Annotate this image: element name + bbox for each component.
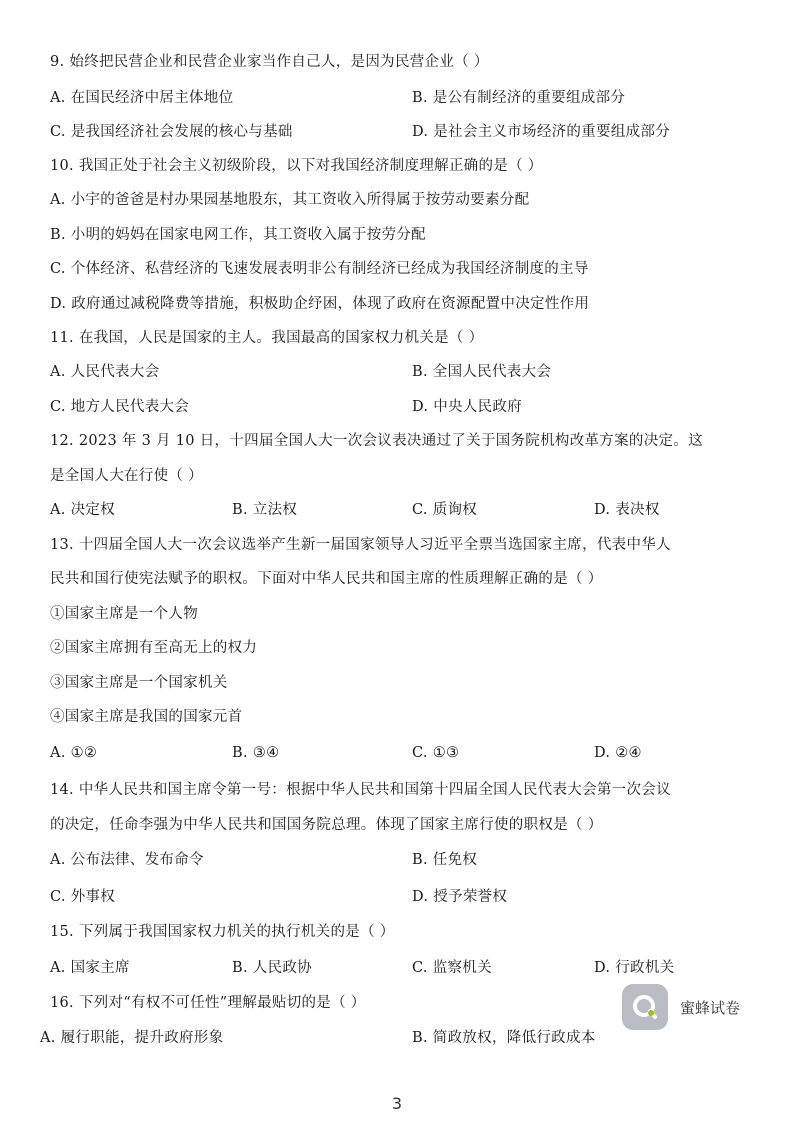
question-13-stem-line-1: 13. 十四届全国人大一次会议选举产生新一届国家领导人习近平全票当选国家主席，代表中华人: [50, 537, 671, 553]
question-10-stem: 10. 我国正处于社会主义初级阶段，以下对我国经济制度理解正确的是（ ）: [50, 158, 543, 174]
question-13-option-d: D. ②④: [594, 745, 642, 761]
question-9-option-a: A. 在国民经济中居主体地位: [50, 90, 234, 106]
question-13-statement-4: ④国家主席是我国的国家元首: [50, 709, 243, 725]
question-14-option-b: B. 任免权: [412, 852, 478, 868]
question-15-stem: 15. 下列属于我国国家权力机关的执行机关的是（ ）: [50, 924, 395, 940]
question-12-option-a: A. 决定权: [50, 502, 115, 518]
question-16-stem: 16. 下列对“有权不可任性”理解最贴切的是（ ）: [50, 995, 366, 1011]
question-12-option-d: D. 表决权: [594, 502, 660, 518]
question-11-option-b: B. 全国人民代表大会: [412, 364, 552, 380]
question-15-option-d: D. 行政机关: [594, 960, 675, 976]
question-11-stem: 11. 在我国，人民是国家的主人。我国最高的国家权力机关是（ ）: [50, 330, 484, 346]
question-16-option-b: B. 简政放权，降低行政成本: [412, 1030, 596, 1046]
question-15-option-c: C. 监察机关: [412, 960, 492, 976]
question-14-option-c: C. 外事权: [50, 889, 116, 905]
question-10-option-b: B. 小明的妈妈在国家电网工作，其工资收入属于按劳分配: [50, 227, 426, 243]
question-11-option-c: C. 地方人民代表大会: [50, 399, 190, 415]
question-11-option-d: D. 中央人民政府: [412, 399, 523, 415]
question-13-option-b: B. ③④: [232, 745, 280, 761]
question-15-option-a: A. 国家主席: [50, 960, 130, 976]
question-10-option-d: D. 政府通过减税降费等措施，积极助企纾困，体现了政府在资源配置中决定性作用: [50, 296, 590, 312]
question-15-option-b: B. 人民政协: [232, 960, 312, 976]
question-10-option-a: A. 小宇的爸爸是村办果园基地股东，其工资收入所得属于按劳动要素分配: [50, 192, 530, 208]
question-9-option-d: D. 是社会主义市场经济的重要组成部分: [412, 124, 671, 140]
question-9-option-c: C. 是我国经济社会发展的核心与基础: [50, 124, 293, 140]
question-9-stem: 9. 始终把民营企业和民营企业家当作自己人，是因为民营企业（ ）: [50, 54, 489, 70]
page-number: 3: [391, 1094, 403, 1113]
question-12-stem-line-1: 12. 2023 年 3 月 10 日，十四届全国人大一次会议表决通过了关于国务院机构改革方案的决定。这: [50, 433, 703, 449]
watermark: [622, 984, 740, 1030]
question-12-stem-line-2: 是全国人大在行使（ ）: [50, 468, 203, 484]
question-14-stem-line-1: 14. 中华人民共和国主席令第一号：根据中华人民共和国第十四届全国人民代表大会第一次会议: [50, 782, 671, 798]
question-13-statement-2: ②国家主席拥有至高无上的权力: [50, 640, 258, 656]
question-13-option-c: C. ①③: [412, 745, 460, 761]
question-9-option-b: B. 是公有制经济的重要组成部分: [412, 90, 626, 106]
question-13-statement-1: ①国家主席是一个人物: [50, 606, 198, 622]
bee-exam-logo-icon: [622, 984, 668, 1030]
question-11-option-a: A. 人民代表大会: [50, 364, 160, 380]
question-14-option-a: A. 公布法律、发布命令: [50, 852, 204, 868]
question-16-option-a: A. 履行职能，提升政府形象: [40, 1030, 224, 1046]
question-10-option-c: C. 个体经济、私营经济的飞速发展表明非公有制经济已经成为我国经济制度的主导: [50, 261, 589, 277]
question-13-stem-line-2: 民共和国行使宪法赋予的职权。下面对中华人民共和国主席的性质理解正确的是（ ）: [50, 571, 603, 587]
question-13-option-a: A. ①②: [50, 745, 98, 761]
question-13-statement-3: ③国家主席是一个国家机关: [50, 675, 228, 691]
question-12-option-c: C. 质询权: [412, 502, 478, 518]
watermark-text: 蜜蜂试卷: [680, 998, 741, 1017]
question-14-option-d: D. 授予荣誉权: [412, 889, 508, 905]
question-12-option-b: B. 立法权: [232, 502, 298, 518]
question-14-stem-line-2: 的决定，任命李强为中华人民共和国国务院总理。体现了国家主席行使的职权是（ ）: [50, 817, 603, 833]
